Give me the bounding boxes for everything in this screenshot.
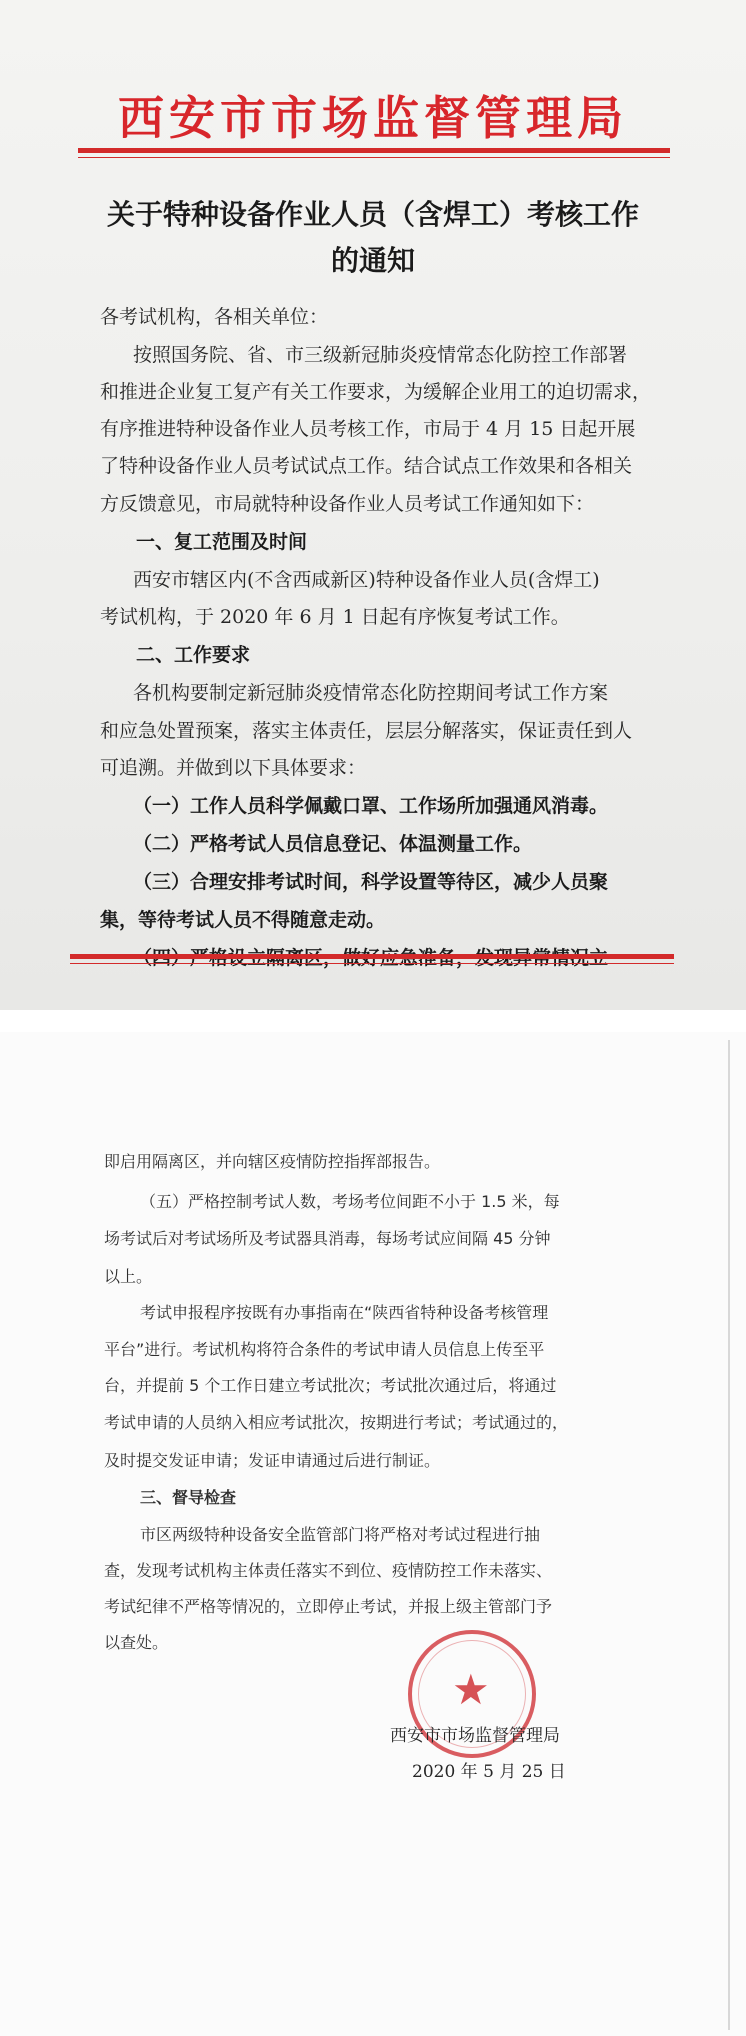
- page1-text-line: 和推进企业复工复产有关工作要求，为缓解企业用工的迫切需求，: [100, 381, 652, 403]
- page2-text-line: 考试申报程序按既有办事指南在“陕西省特种设备考核管理: [140, 1303, 549, 1322]
- page2-text-line: 即启用隔离区，并向辖区疫情防控指挥部报告。: [104, 1152, 441, 1171]
- page2-text-line: 台，并提前 5 个工作日建立考试批次；考试批次通过后，将通过: [104, 1376, 557, 1395]
- letterhead-rule-thick: [78, 148, 670, 153]
- page-separator: [0, 1010, 746, 1032]
- page1-text-line: 了特种设备作业人员考试试点工作。结合试点工作效果和各相关: [100, 455, 633, 477]
- signature-organization: 西安市市场监督管理局: [390, 1726, 560, 1746]
- page2-text-line: 及时提交发证申请；发证申请通过后进行制证。: [104, 1451, 441, 1470]
- page2-text-line: 平台”进行。考试机构将符合条件的考试申请人员信息上传至平: [104, 1340, 545, 1359]
- page1-text-line: 二、工作要求: [136, 644, 251, 666]
- page2-text-line: 以查处。: [104, 1633, 169, 1652]
- page2-text-line: 考试纪律不严格等情况的，立即停止考试，并报上级主管部门予: [104, 1597, 553, 1616]
- page1-text-line: 各考试机构，各相关单位：: [100, 306, 329, 328]
- page2-text-line: 三、督导检查: [140, 1488, 237, 1507]
- page1-text-line: 方反馈意见，市局就特种设备作业人员考试工作通知如下：: [100, 493, 595, 515]
- signature-date: 2020 年 5 月 25 日: [412, 1762, 566, 1782]
- page1-text-line: 西安市辖区内(不含西咸新区)特种设备作业人员(含焊工): [133, 569, 600, 591]
- page1-text-line: 考试机构，于 2020 年 6 月 1 日起有序恢复考试工作。: [100, 606, 570, 628]
- page1-text-line: 有序推进特种设备作业人员考核工作，市局于 4 月 15 日起开展: [100, 418, 636, 440]
- page1-text-line: 可追溯。并做到以下具体要求：: [100, 757, 367, 779]
- footer-rule-thick: [70, 954, 674, 959]
- document-title-line2: 的通知: [330, 244, 415, 277]
- page2-text-line: （五）严格控制考试人数，考场考位间距不小于 1.5 米，每: [140, 1192, 560, 1211]
- footer-rule-thin: [70, 963, 674, 964]
- letterhead-rule-thin: [78, 157, 670, 158]
- page1-text-line: 和应急处置预案，落实主体责任，层层分解落实，保证责任到人: [100, 720, 633, 742]
- seal-star-icon: ★: [452, 1665, 490, 1714]
- page2-text-line: 考试申请的人员纳入相应考试批次，按期进行考试；考试通过的，: [104, 1413, 569, 1432]
- page1-text-line: 一、复工范围及时间: [136, 531, 308, 553]
- page2-text-line: 查，发现考试机构主体责任落实不到位、疫情防控工作未落实、: [104, 1561, 553, 1580]
- document-title-line1: 关于特种设备作业人员（含焊工）考核工作: [106, 198, 639, 231]
- page1-text-line: 按照国务院、省、市三级新冠肺炎疫情常态化防控工作部署: [133, 344, 628, 366]
- page2-text-line: 以上。: [104, 1267, 153, 1286]
- letterhead-agency-name: 西安市市场监督管理局: [118, 91, 628, 145]
- page1-text-line: 集，等待考试人员不得随意走动。: [100, 909, 386, 931]
- page1-text-line: 各机构要制定新冠肺炎疫情常态化防控期间考试工作方案: [133, 682, 609, 704]
- page2-text-line: 市区两级特种设备安全监管部门将严格对考试过程进行抽: [140, 1525, 541, 1544]
- page1-text-line: （一）工作人员科学佩戴口罩、工作场所加强通风消毒。: [133, 795, 609, 817]
- page2-text-line: 场考试后对考试场所及考试器具消毒，每场考试应间隔 45 分钟: [104, 1229, 551, 1248]
- page-edge-shadow: [728, 1040, 730, 2030]
- page1-text-line: （二）严格考试人员信息登记、体温测量工作。: [133, 833, 533, 855]
- page1-text-line: （三）合理安排考试时间，科学设置等待区，减少人员聚: [133, 871, 609, 893]
